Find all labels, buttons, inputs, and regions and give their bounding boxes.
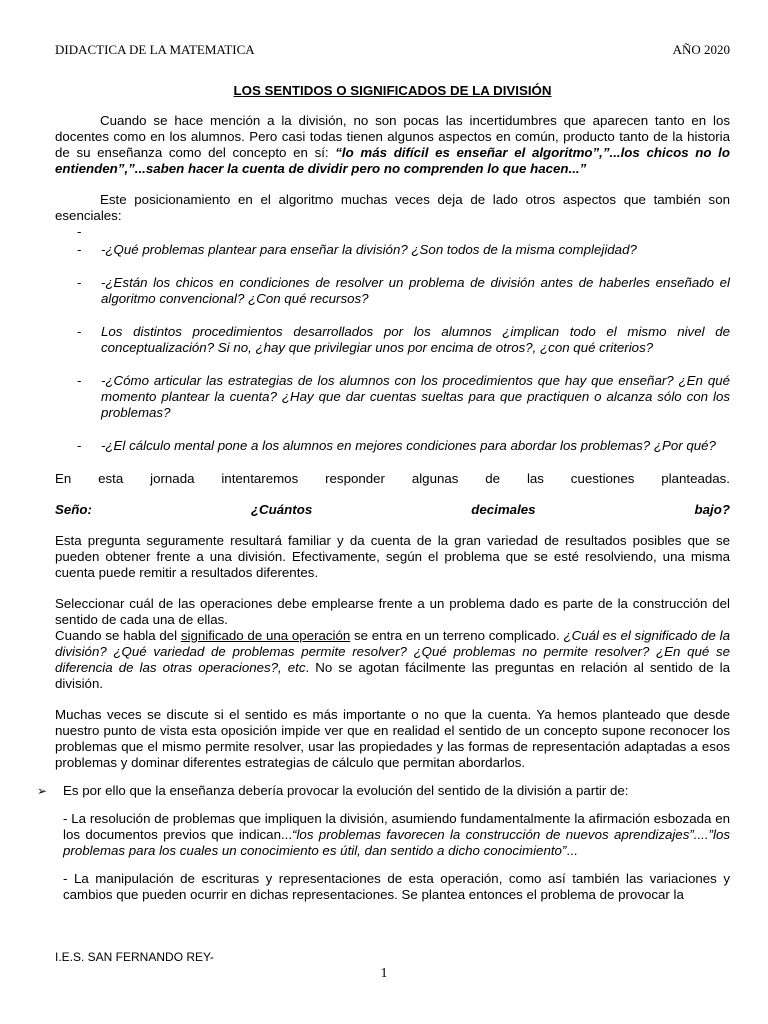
underlined-term: significado de una operación bbox=[180, 628, 351, 643]
list-item: - -¿El cálculo mental pone a los alumnos en mejores condiciones para abordar los problemas? ¿Por qué? bbox=[77, 438, 716, 453]
sub-item-manipulacion: - La manipulación de escrituras y representaciones de esta operación, como así también las variaciones y cambios que pueden ocurrir en dichas representaciones. Se plantea entonces el problema de provocar la bbox=[63, 871, 730, 902]
pregunta-paragraph: Esta pregunta seguramente resultará familiar y da cuenta de la gran variedad de resultados posibles que se pueden obtener frente a una división. Efectivamente, según el problema que se esté resolviendo, una misma cuenta puede remitir a resultados diferentes. bbox=[55, 533, 730, 580]
seno-question: Seño: ¿Cuántos decimales bajo? bbox=[55, 502, 730, 517]
intro-paragraph bbox=[55, 113, 730, 177]
arrow-bullet: ➢ Es por ello que la enseñanza debería provocar la evolución del sentido de la división a partir de: bbox=[37, 783, 629, 798]
list-item: - -¿Cómo articular las estrategias de los alumnos con los procedimientos que hay que enseñar? ¿En qué momento plantear la cuenta? ¿Hay que dar cuentas sueltas para que practiquen o alcanza sólo con los problemas? bbox=[77, 373, 730, 420]
list-item: - Los distintos procedimientos desarrollados por los alumnos ¿implican todo el mismo nivel de conceptualización? Si no, ¿hay que privilegiar unos por encima de otros?, ¿con qué criterios? bbox=[77, 324, 730, 355]
question-list bbox=[55, 224, 730, 454]
header-year: AÑO 2020 bbox=[672, 42, 730, 57]
seleccionar-paragraph bbox=[55, 596, 730, 692]
arrow-bullet-icon: ➢ bbox=[37, 784, 48, 798]
intro-text: Cuando se hace mención a la división, no son pocas las incertidumbres que aparecen tanto en los docentes como en los alumnos. Pero casi todas tienen algunos aspectos en común, producto tanto de la historia de su enseñanza como del concepto en sí: bbox=[55, 113, 730, 160]
page-title: LOS SENTIDOS O SIGNIFICADOS DE LA DIVISIÓN bbox=[233, 83, 552, 98]
list-item: - bbox=[77, 224, 82, 239]
seleccionar-line2: Cuando se habla del significado de una operación se entra en un terreno complicado. ¿Cuál es el significado de la división? ¿Qué variedad de problemas permite resolver? ¿Qué problemas no permite resolver? ¿En qué se diferencia de las otras operaciones?, etc. No se agotan fácilmente las preguntas en relación al sentido de la división. bbox=[55, 628, 730, 691]
document-body bbox=[37, 80, 730, 903]
seleccionar-line1: Seleccionar cuál de las operaciones debe emplearse frente a un problema dado es parte de la construcción del sentido de cada una de ellas. bbox=[55, 596, 730, 627]
intro-quote: “lo más difícil es enseñar el algoritmo”,”...los chicos no lo entienden”,”...saben hacer la cuenta de dividir pero no comprenden lo que hacen...” bbox=[55, 145, 730, 176]
jornada-paragraph: En esta jornada intentaremos responder algunas de las cuestiones planteadas. bbox=[55, 471, 730, 486]
muchas-paragraph: Muchas veces se discute si el sentido es más importante o no que la cuenta. Ya hemos planteado que desde nuestro punto de vista esta oposición impide ver que en realidad el sentido de un concepto supone reconocer los problemas que el mismo permite resolver, usar las propiedades y las formas de representación adaptadas a esos problemas y dominar diferentes estrategias de cálculo que permitan abordarlos. bbox=[55, 707, 730, 770]
footer-institution: I.E.S. SAN FERNANDO REY- bbox=[55, 950, 214, 964]
list-item: - -¿Qué problemas plantear para enseñar la división? ¿Son todos de la misma complejidad? bbox=[77, 242, 637, 257]
header-course-title: DIDACTICA DE LA MATEMATICA bbox=[55, 42, 255, 57]
list-item: - -¿Están los chicos en condiciones de resolver un problema de división antes de haberles enseñado el algoritmo convencional? ¿Con qué recursos? bbox=[77, 275, 730, 306]
positioning-paragraph: Este posicionamiento en el algoritmo muchas veces deja de lado otros aspectos que también son esenciales: bbox=[55, 192, 730, 223]
page-number: 1 bbox=[380, 966, 388, 981]
sub-item-resolucion: - La resolución de problemas que impliquen la división, asumiendo fundamentalmente la afirmación esbozada en los documentos previos que indican...“los problemas favorecen la construcción de nuevos aprendizajes”....”los problemas para los cuales un conocimiento es útil, dan sentido a dicho conocimiento”... bbox=[63, 811, 730, 858]
